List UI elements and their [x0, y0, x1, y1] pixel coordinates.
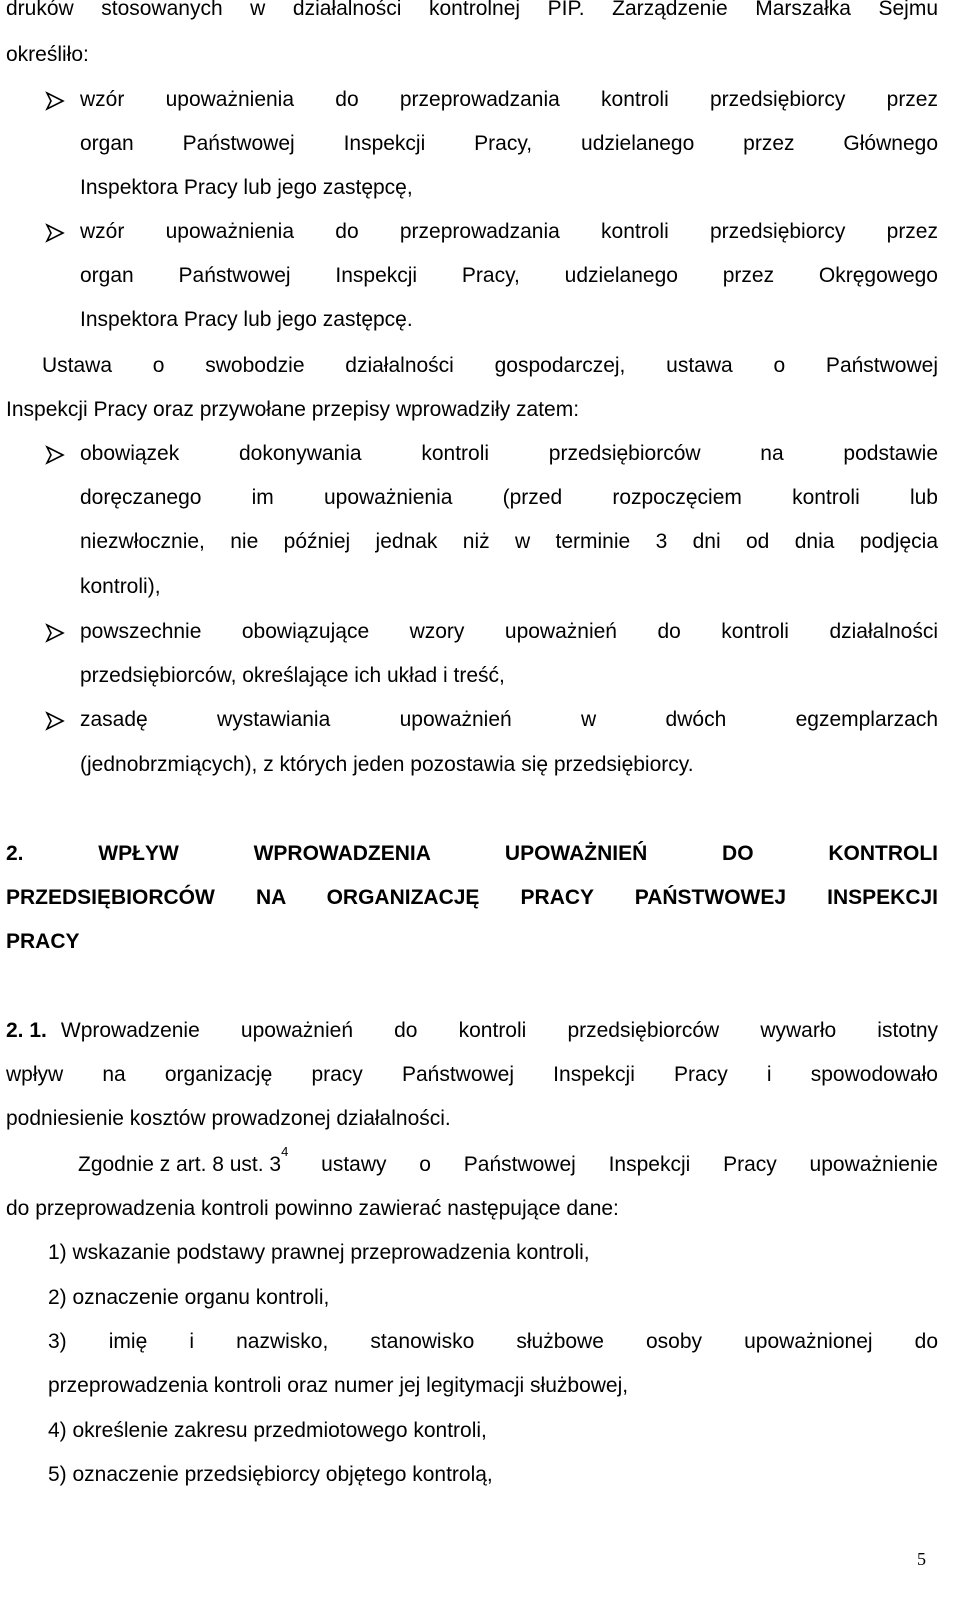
- section-heading-line-2: PRZEDSIĘBIORCÓW NA ORGANIZACJĘ PRACY PAŃSTWOWEJ INSPEKCJI: [6, 886, 938, 909]
- subsection-number: 2. 1.: [6, 1019, 47, 1042]
- intro-line-2: określiło:: [6, 43, 89, 66]
- subsection-line-3: podniesienie kosztów prowadzonej działalności.: [6, 1107, 451, 1130]
- bullet-b1-line-3: niezwłocznie, nie później jednak niż w terminie 3 dni od dnia podjęcia: [80, 530, 938, 553]
- numbered-item-2: 2) oznaczenie organu kontroli,: [48, 1286, 330, 1309]
- zgodnie-line-1: [78, 1144, 938, 1178]
- bullet-a1-line-3: Inspektora Pracy lub jego zastępcę,: [80, 176, 413, 199]
- numbered-item-1: 1) wskazanie podstawy prawnej przeprowadzenia kontroli,: [48, 1241, 590, 1264]
- page-number: 5: [917, 1549, 926, 1569]
- arrow-bullet-icon: [44, 90, 70, 116]
- bullet-b1-line-4: kontroli),: [80, 575, 161, 598]
- subsection-line-1-text: Wprowadzenie upoważnień do kontroli przedsiębiorców wywarło istotny: [60, 1019, 938, 1042]
- numbered-item-3-line-1: 3) imię i nazwisko, stanowisko służbowe osoby upoważnionej do: [48, 1330, 938, 1353]
- subsection-line-1: [6, 1018, 938, 1044]
- zgodnie-text-after: ustawy o Państwowej Inspekcji Pracy upoważnienie: [288, 1153, 938, 1176]
- intro-line-1: druków stosowanych w działalności kontrolnej PIP. Zarządzenie Marszałka Sejmu: [6, 0, 938, 20]
- bullet-a2-line-1: wzór upoważnienia do przeprowadzania kontroli przedsiębiorcy przez: [80, 220, 938, 243]
- ustawa-line-2: Inspekcji Pracy oraz przywołane przepisy wprowadziły zatem:: [6, 398, 580, 421]
- bullet-a1-line-1: wzór upoważnienia do przeprowadzania kontroli przedsiębiorcy przez: [80, 88, 938, 111]
- footnote-marker: 4: [281, 1144, 289, 1159]
- bullet-b2-line-2: przedsiębiorców, określające ich układ i treść,: [80, 664, 505, 687]
- zgodnie-text-before: Zgodnie z art. 8 ust. 3: [78, 1153, 282, 1176]
- arrow-bullet-icon: [44, 622, 70, 648]
- bullet-b1-line-1: obowiązek dokonywania kontroli przedsiębiorców na podstawie: [80, 442, 938, 465]
- section-heading-line-1: 2. WPŁYW WPROWADZENIA UPOWAŻNIEŃ DO KONTROLI: [6, 842, 938, 865]
- arrow-bullet-icon: [44, 444, 70, 470]
- bullet-a1-line-2: organ Państwowej Inspekcji Pracy, udzielanego przez Głównego: [80, 132, 938, 155]
- bullet-a2-line-3: Inspektora Pracy lub jego zastępcę.: [80, 308, 413, 331]
- bullet-a2-line-2: organ Państwowej Inspekcji Pracy, udzielanego przez Okręgowego: [80, 264, 938, 287]
- bullet-b3-line-1: zasadę wystawiania upoważnień w dwóch egzemplarzach: [80, 708, 938, 731]
- numbered-item-3-line-2: przeprowadzenia kontroli oraz numer jej legitymacji służbowej,: [48, 1374, 629, 1397]
- ustawa-line-1: Ustawa o swobodzie działalności gospodarczej, ustawa o Państwowej: [42, 354, 938, 377]
- subsection-line-2: wpływ na organizację pracy Państwowej Inspekcji Pracy i spowodowało: [6, 1063, 938, 1086]
- arrow-bullet-icon: [44, 710, 70, 736]
- section-heading-line-3: PRACY: [6, 930, 80, 953]
- zgodnie-line-2: do przeprowadzenia kontroli powinno zawierać następujące dane:: [6, 1197, 619, 1220]
- numbered-item-5: 5) oznaczenie przedsiębiorcy objętego kontrolą,: [48, 1463, 493, 1486]
- numbered-item-4: 4) określenie zakresu przedmiotowego kontroli,: [48, 1419, 487, 1442]
- bullet-b3-line-2: (jednobrzmiących), z których jeden pozostawia się przedsiębiorcy.: [80, 753, 694, 776]
- bullet-b1-line-2: doręczanego im upoważnienia (przed rozpoczęciem kontroli lub: [80, 486, 938, 509]
- arrow-bullet-icon: [44, 222, 70, 248]
- bullet-b2-line-1: powszechnie obowiązujące wzory upoważnień do kontroli działalności: [80, 620, 938, 643]
